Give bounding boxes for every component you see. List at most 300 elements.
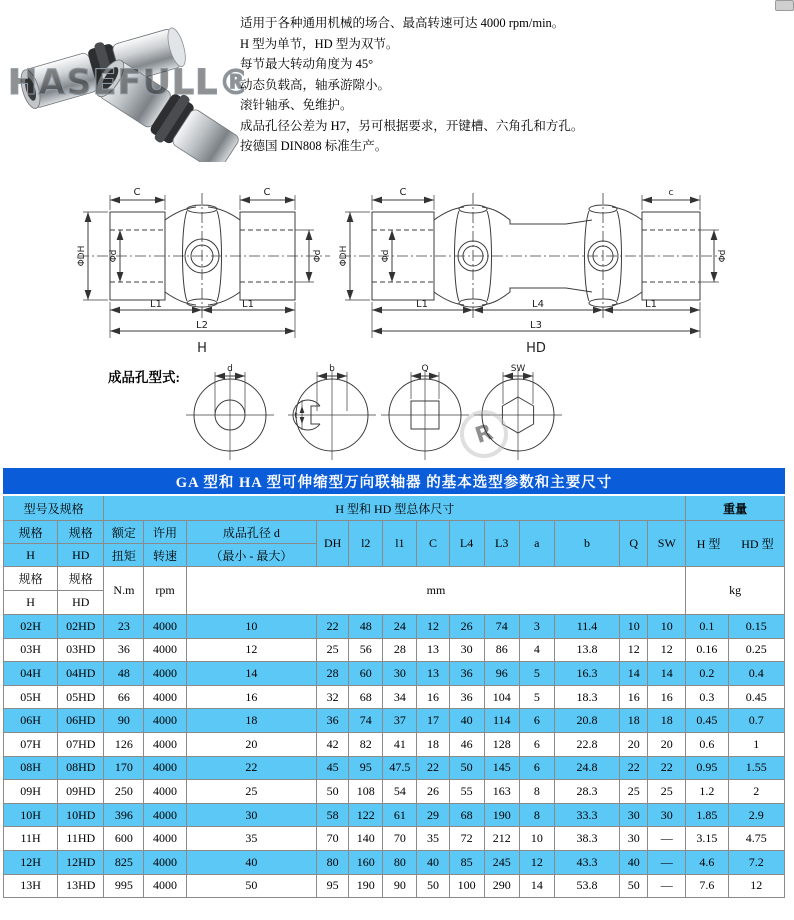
table-cell: 7.6 [686,874,728,898]
scrollbar-thumb[interactable] [775,0,794,11]
table-cell: 4.75 [728,827,785,851]
table-cell: 16.3 [554,662,619,686]
drawing-h-type [78,193,330,338]
dim-label-c: C [133,187,141,198]
table-cell: 45 [317,756,349,780]
table-cell: 16 [186,685,316,709]
col-header-l1: l1 [383,521,417,567]
table-cell: 09H [4,780,58,804]
table-cell: 4000 [144,685,186,709]
dim-label-dh: ΦDH [339,245,349,267]
table-cell: 14 [186,662,316,686]
intro-line: 动态负载高，轴承游隙小。 [240,77,391,92]
group-weight-header: 重量 [686,495,785,521]
table-cell: 30 [449,638,484,662]
dim-label-l3: L3 [530,320,542,331]
table-cell: 145 [484,756,519,780]
table-cell: 995 [104,874,144,898]
table-row [4,850,785,874]
table-row [4,803,785,827]
table-cell: 11HD [58,827,104,851]
table-cell: 90 [383,874,417,898]
table-cell: 12H [4,850,58,874]
table-cell: 10H [4,803,58,827]
table-cell: 1.85 [686,803,728,827]
table-cell: 41 [383,732,417,756]
col-header-q: Q [620,521,648,567]
units-spec: 规格 [58,567,104,591]
table-cell: 190 [484,803,519,827]
table-cell: 06HD [58,709,104,733]
table-title: GA 型和 HA 型可伸缩型万向联轴器 的基本选型参数和主要尺寸 [4,469,785,496]
table-cell: 122 [349,803,383,827]
table-cell: 25 [186,780,316,804]
dim-label-t: t [294,411,298,420]
table-cell: 14 [620,662,648,686]
units-row-1 [4,567,785,591]
table-row [4,662,785,686]
group-model-header: 型号及规格 [4,495,104,521]
table-cell: 40 [186,850,316,874]
table-cell: 140 [349,827,383,851]
intro-line: 每节最大转动角度为 45° [240,57,374,71]
table-cell: 11.4 [554,615,619,639]
drawing-label-h: H [197,341,207,356]
table-cell: 66 [104,685,144,709]
intro-line: 成品孔径公差为 H7，另可根据要求，开键槽、六角孔和方孔。 [240,118,584,133]
table-cell: 16 [620,685,648,709]
table-cell: 4000 [144,732,186,756]
table-cell: 24.8 [554,756,619,780]
units-h: H [4,591,58,615]
table-cell: 03H [4,638,58,662]
table-cell: 35 [417,827,449,851]
table-cell: 07HD [58,732,104,756]
table-row [4,827,785,851]
table-cell: 8 [519,780,554,804]
table-cell: 05HD [58,685,104,709]
table-cell: 13H [4,874,58,898]
table-cell: 4 [519,638,554,662]
table-cell: 7.2 [728,850,785,874]
table-cell: 11H [4,827,58,851]
table-cell: 22.8 [554,732,619,756]
table-cell: — [648,827,686,851]
table-cell: 5 [519,685,554,709]
column-header-row-1 [4,521,785,544]
table-cell: 60 [349,662,383,686]
table-cell: 80 [317,850,349,874]
table-cell: 6 [519,732,554,756]
table-cell: 68 [349,685,383,709]
table-cell: 22 [648,756,686,780]
col-header: 扭矩 [104,544,144,567]
table-row [4,756,785,780]
table-cell: 4000 [144,662,186,686]
table-cell: 12 [648,638,686,662]
table-cell: 48 [104,662,144,686]
table-cell: 10 [519,827,554,851]
table-cell: 4000 [144,756,186,780]
col-header: 规格 [4,521,58,544]
table-cell: 18 [620,709,648,733]
table-cell: 0.95 [686,756,728,780]
table-cell: 13.8 [554,638,619,662]
table-cell: 05H [4,685,58,709]
table-cell: 02H [4,615,58,639]
table-cell: 0.3 [686,685,728,709]
table-cell: 96 [484,662,519,686]
table-cell: 22 [186,756,316,780]
table-cell: 12 [417,615,449,639]
table-cell: 33.3 [554,803,619,827]
table-cell: 50 [186,874,316,898]
hole-round [186,370,274,460]
hole-square [381,370,469,460]
dim-label-l1: L1 [645,299,657,310]
table-cell: 0.16 [686,638,728,662]
dim-label-d: Φd [109,249,119,263]
table-cell: 12 [186,638,316,662]
table-cell: 80 [383,850,417,874]
table-cell: 10 [186,615,316,639]
spec-table-header [4,469,785,615]
table-cell: 10 [620,615,648,639]
table-cell: 6 [519,756,554,780]
table-cell: 245 [484,850,519,874]
col-header: 许用 [144,521,186,544]
table-cell: 17 [417,709,449,733]
col-header-l2: l2 [349,521,383,567]
table-cell: 07H [4,732,58,756]
col-header-l3: L3 [484,521,519,567]
dim-label-sw: SW [510,364,526,374]
col-header-sw: SW [648,521,686,567]
table-cell: 22 [620,756,648,780]
table-cell: 4000 [144,709,186,733]
table-cell: 18 [417,732,449,756]
intro-line: 适用于各种通用机械的场合、最高转速可达 4000 rpm/min。 [240,16,565,30]
table-cell: 0.2 [686,662,728,686]
table-cell: 4000 [144,827,186,851]
table-cell: 20 [186,732,316,756]
col-header-a: a [519,521,554,567]
hole-keyway [288,370,376,460]
table-cell: 06H [4,709,58,733]
table-cell: 1.55 [728,756,785,780]
table-cell: 4000 [144,874,186,898]
table-cell: 86 [484,638,519,662]
spec-table [3,468,785,898]
table-cell: 20 [620,732,648,756]
dim-label-l4: L4 [532,299,544,310]
units-rpm: rpm [144,567,186,615]
table-cell: 212 [484,827,519,851]
col-header: H [4,544,58,567]
table-cell: 12 [620,638,648,662]
table-cell: 04HD [58,662,104,686]
table-cell: 25 [317,638,349,662]
table-cell: 100 [449,874,484,898]
col-header-l4: L4 [449,521,484,567]
table-cell: 95 [349,756,383,780]
table-cell: 68 [449,803,484,827]
table-cell: 30 [383,662,417,686]
table-row [4,638,785,662]
table-cell: 0.6 [686,732,728,756]
product-photo-image [4,6,244,162]
table-cell: 0.15 [728,615,785,639]
table-cell: 4.6 [686,850,728,874]
table-cell: 36 [104,638,144,662]
table-cell: 104 [484,685,519,709]
table-cell: 290 [484,874,519,898]
table-cell: 0.1 [686,615,728,639]
table-cell: 20 [648,732,686,756]
intro-line: 按德国 DIN808 标准生产。 [240,139,388,153]
dim-label-c: c [668,188,674,198]
spec-table-section [3,468,791,898]
table-cell: 50 [417,874,449,898]
table-cell: 54 [383,780,417,804]
table-cell: 72 [449,827,484,851]
table-cell: 0.4 [728,662,785,686]
table-cell: 250 [104,780,144,804]
table-cell: 08HD [58,756,104,780]
dim-label-d: Φd [718,249,728,263]
table-cell: 114 [484,709,519,733]
table-cell: 22 [417,756,449,780]
table-cell: 82 [349,732,383,756]
table-cell: 13HD [58,874,104,898]
table-cell: 0.45 [686,709,728,733]
dim-label-l2: L2 [196,320,208,331]
table-cell: 108 [349,780,383,804]
drawings-svg [0,178,794,370]
table-cell: 163 [484,780,519,804]
table-cell: 70 [317,827,349,851]
dim-label-l1: L1 [150,299,162,310]
table-cell: 23 [104,615,144,639]
table-cell: 24 [383,615,417,639]
table-cell: 18 [186,709,316,733]
table-cell: 396 [104,803,144,827]
table-cell: 46 [449,732,484,756]
table-row [4,780,785,804]
table-cell: 16 [417,685,449,709]
table-cell: 825 [104,850,144,874]
technical-drawings [0,178,794,370]
intro-line: H 型为单节，HD 型为双节。 [240,36,399,51]
table-cell: 08H [4,756,58,780]
units-mm: mm [186,567,686,615]
table-cell: 48 [349,615,383,639]
col-header-b: b [554,521,619,567]
table-cell: 74 [349,709,383,733]
table-title-row [4,469,785,496]
table-cell: 37 [383,709,417,733]
col-header-weight [686,521,785,567]
table-row [4,874,785,898]
table-cell: 0.45 [728,685,785,709]
table-cell: 600 [104,827,144,851]
table-cell: 53.8 [554,874,619,898]
weight-hd-header: HD 型 [741,537,774,551]
watermark-text: HASEFULL® [8,63,244,103]
table-cell: 70 [383,827,417,851]
table-cell: 32 [317,685,349,709]
table-cell: — [648,850,686,874]
table-cell: 74 [484,615,519,639]
table-cell: 4000 [144,638,186,662]
table-cell: 2.9 [728,803,785,827]
hole-types-svg [0,360,794,462]
group-dims-header: H 型和 HD 型总体尺寸 [104,495,686,521]
table-cell: 4000 [144,780,186,804]
table-cell: 6 [519,709,554,733]
dim-label-c: C [399,187,407,198]
units-hd: HD [58,591,104,615]
dim-label-q: Q [421,364,429,374]
table-cell: 47.5 [383,756,417,780]
table-cell: 30 [186,803,316,827]
table-cell: 43.3 [554,850,619,874]
table-cell: 18 [648,709,686,733]
table-cell: 22 [317,615,349,639]
table-cell: 160 [349,850,383,874]
table-cell: 35 [186,827,316,851]
dim-label-d: Φd [381,249,391,263]
col-header-c: C [417,521,449,567]
col-header: 规格 [58,521,104,544]
table-cell: 190 [349,874,383,898]
table-cell: 3 [519,615,554,639]
table-cell: 2 [728,780,785,804]
intro-text [240,13,790,157]
drawing-label-hd: HD [526,341,546,356]
dim-label-dh: ΦDH [77,245,87,267]
spec-table-body [4,615,785,898]
group-header-row [4,495,785,521]
table-cell: 40 [417,850,449,874]
product-photo [4,6,244,162]
table-cell: 38.3 [554,827,619,851]
weight-h-header: H 型 [696,537,721,551]
table-cell: 03HD [58,638,104,662]
dim-label-d: d [227,364,233,374]
table-cell: 0.25 [728,638,785,662]
table-cell: 25 [648,780,686,804]
table-cell: 90 [104,709,144,733]
table-cell: 58 [317,803,349,827]
watermark-letter: R [472,419,497,449]
dim-label-d: Φd [313,249,323,263]
table-cell: 12 [728,874,785,898]
table-cell: 85 [449,850,484,874]
col-header: HD [58,544,104,567]
table-cell: 09HD [58,780,104,804]
table-cell: 28.3 [554,780,619,804]
table-cell: 170 [104,756,144,780]
table-cell: 40 [449,709,484,733]
col-header-dh: DH [317,521,349,567]
table-cell: 04H [4,662,58,686]
hole-types-label: 成品孔型式: [108,370,180,385]
table-cell: 61 [383,803,417,827]
table-cell: 1.2 [686,780,728,804]
dim-label-l1: L1 [242,299,254,310]
col-header: 转速 [144,544,186,567]
table-cell: 4000 [144,615,186,639]
table-cell: 20.8 [554,709,619,733]
table-cell: 36 [449,662,484,686]
table-cell: 26 [417,780,449,804]
col-header: （最小 - 最大） [186,544,316,567]
table-cell: 12HD [58,850,104,874]
table-cell: 3.15 [686,827,728,851]
table-cell: 30 [620,827,648,851]
table-cell: 4000 [144,850,186,874]
units-kg: kg [686,567,785,615]
table-cell: 42 [317,732,349,756]
units-spec: 规格 [4,567,58,591]
table-cell: 02HD [58,615,104,639]
drawing-hd-type [340,193,722,338]
table-cell: 55 [449,780,484,804]
table-cell: 36 [449,685,484,709]
table-cell: 25 [620,780,648,804]
table-cell: 0.7 [728,709,785,733]
table-cell: 26 [449,615,484,639]
table-cell: 126 [104,732,144,756]
table-cell: 4000 [144,803,186,827]
dim-label-l1: L1 [416,299,428,310]
table-cell: 30 [648,803,686,827]
intro-line: 滚针轴承、免维护。 [240,98,353,112]
table-row [4,709,785,733]
table-row [4,732,785,756]
table-cell: 50 [449,756,484,780]
table-cell: 34 [383,685,417,709]
table-cell: 50 [620,874,648,898]
table-cell: — [648,874,686,898]
table-cell: 28 [383,638,417,662]
table-cell: 40 [620,850,648,874]
table-row [4,685,785,709]
table-cell: 30 [620,803,648,827]
table-cell: 12 [519,850,554,874]
table-cell: 5 [519,662,554,686]
table-cell: 14 [648,662,686,686]
col-header: 成品孔径 d [186,521,316,544]
dim-label-b: b [329,364,335,374]
units-nm: N.m [104,567,144,615]
table-cell: 14 [519,874,554,898]
col-header: 额定 [104,521,144,544]
table-cell: 50 [317,780,349,804]
table-cell: 28 [317,662,349,686]
table-cell: 128 [484,732,519,756]
table-cell: 29 [417,803,449,827]
table-cell: 18.3 [554,685,619,709]
table-cell: 13 [417,662,449,686]
table-cell: 8 [519,803,554,827]
table-cell: 36 [317,709,349,733]
table-cell: 56 [349,638,383,662]
dim-label-c: C [263,187,271,198]
table-row [4,615,785,639]
table-cell: 10HD [58,803,104,827]
